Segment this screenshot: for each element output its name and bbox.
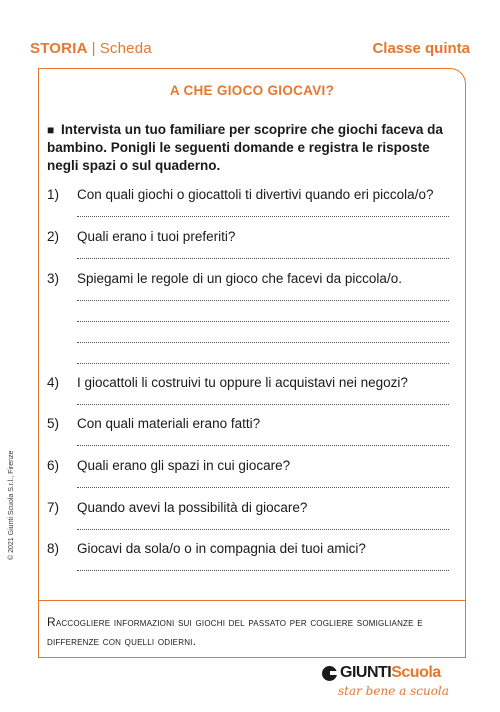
bullet-icon: ■: [47, 123, 55, 137]
question-number: 5): [47, 416, 60, 431]
instructions-text: Intervista un tuo familiare per scoprire che giochi faceva da bambino. Ponigli le seguenti domande e registra le risposte negli spazi o sul quaderno.: [47, 122, 443, 173]
answer-line[interactable]: [77, 258, 449, 259]
answer-line[interactable]: [77, 300, 449, 301]
question-number: 8): [47, 541, 60, 556]
question-text: Quali erano i tuoi preferiti?: [77, 229, 236, 244]
question-number: 6): [47, 458, 60, 473]
question-number: 3): [47, 271, 60, 286]
logo-tagline: star bene a scuola: [338, 684, 449, 698]
logo-wordmark: [340, 664, 441, 682]
answer-line[interactable]: [77, 445, 449, 446]
question-text: Quali erano gli spazi in cui giocare?: [77, 458, 291, 473]
question-text: Quando avevi la possibilità di giocare?: [77, 500, 308, 515]
instructions: [47, 121, 447, 175]
answer-line[interactable]: [77, 570, 449, 571]
question-number: 1): [47, 187, 60, 202]
answer-line[interactable]: [77, 321, 449, 322]
learning-goal: Raccogliere informazioni sui giochi del passato per cogliere somiglianze e differenze con quelli odierni.: [47, 615, 423, 648]
question-text: Con quali materiali erano fatti?: [77, 416, 261, 431]
subject-name: STORIA: [30, 40, 88, 57]
page-header: [30, 40, 470, 64]
publisher-logo: [318, 664, 468, 704]
worksheet-title: A CHE GIOCO GIOCAVI?: [169, 83, 335, 98]
subject-label: [30, 40, 152, 57]
question-number: 2): [47, 229, 60, 244]
question-text: Spiegami le regole di un gioco che facevi da piccola/o.: [77, 271, 402, 286]
answer-line[interactable]: [77, 342, 449, 343]
question-text: Giocavi da sola/o o in compagnia dei tuoi amici?: [77, 541, 366, 556]
answer-line[interactable]: [77, 404, 449, 405]
question-number: 4): [47, 375, 60, 390]
answer-line[interactable]: [77, 216, 449, 217]
question-text: Con quali giochi o giocattoli ti divertivi quando eri piccola/o?: [77, 187, 434, 202]
question-text: I giocattoli li costruivi tu oppure li acquistavi nei negozi?: [77, 375, 408, 390]
header-separator: |: [91, 40, 96, 57]
answer-line[interactable]: [77, 529, 449, 530]
grade-label: Classe quinta: [372, 40, 470, 57]
giunti-g-icon: [322, 666, 337, 681]
answer-line[interactable]: [77, 487, 449, 488]
worksheet-card: [38, 68, 466, 658]
sheet-kind: Scheda: [99, 40, 152, 57]
logo-brand-giunti: GIUNTI: [340, 664, 392, 681]
question-number: 7): [47, 500, 60, 515]
copyright-notice: © 2021 Giunti Scuola S.r.l., Firenze: [8, 450, 15, 560]
logo-brand-scuola: Scuola: [391, 664, 441, 681]
answer-line[interactable]: [77, 363, 449, 364]
